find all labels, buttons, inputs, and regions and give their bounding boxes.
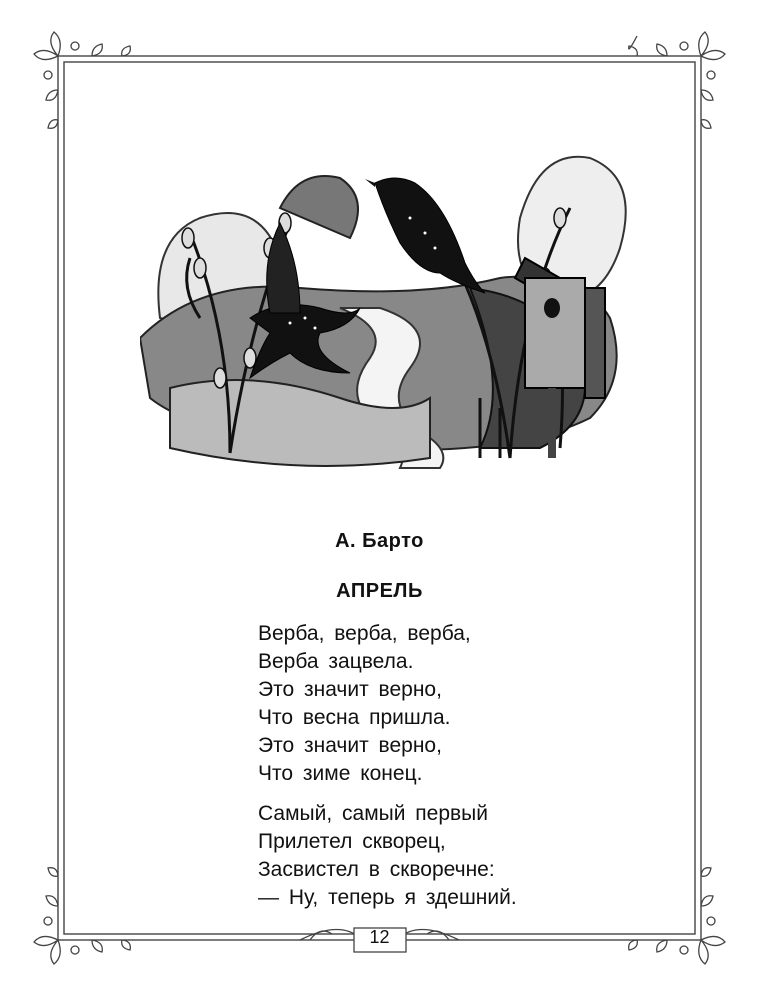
author-name: А. Барто — [335, 530, 424, 552]
poem-line: Что зиме конец. — [258, 762, 423, 785]
page-number: 12 — [369, 927, 390, 947]
poem-line: Самый, самый первый — [258, 802, 488, 825]
poem-line: Это значит верно, — [258, 734, 442, 757]
poem-line: Верба, верба, верба, — [258, 622, 471, 645]
spring-illustration — [140, 118, 630, 473]
poem-line: Что весна пришла. — [258, 706, 451, 729]
poem-stanza-1 — [258, 620, 598, 788]
poem-line: Прилетел скворец, — [258, 830, 446, 853]
perched-bird-icon — [365, 178, 485, 293]
poem-line: Верба зацвела. — [258, 650, 414, 673]
poem-title: АПРЕЛЬ — [336, 580, 423, 602]
poem-line: — Ну, теперь я здешний. — [258, 886, 517, 909]
poem-line: Засвистел в скворечне: — [258, 858, 495, 881]
poem-stanza-2 — [258, 800, 598, 912]
poem-line: Это значит верно, — [258, 678, 442, 701]
